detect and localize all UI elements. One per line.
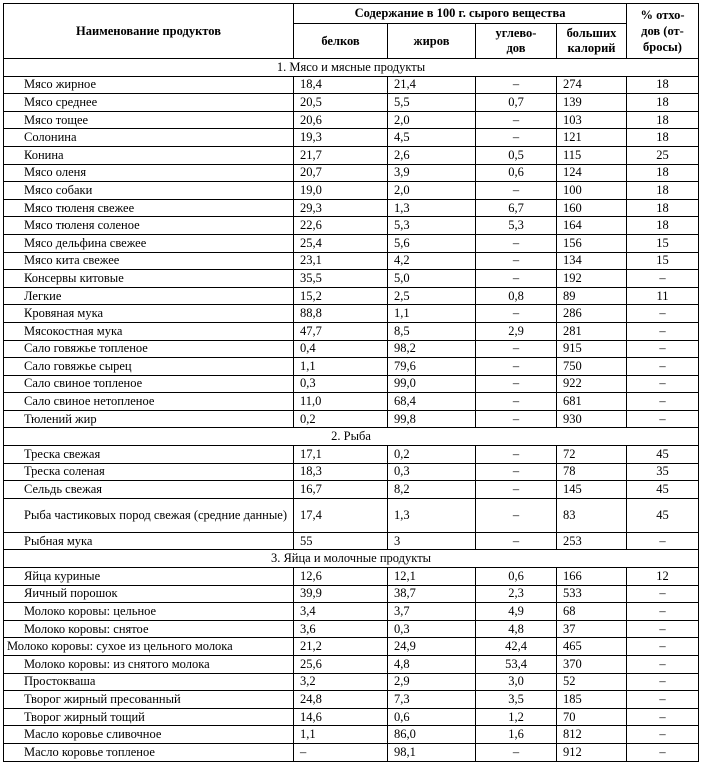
carbs-cell: 0,8 [476, 287, 557, 305]
waste-cell: 12 [627, 568, 699, 586]
waste-line-1: % отхо- [640, 8, 685, 22]
waste-line-2: дов (от- [641, 24, 684, 38]
table-row [4, 375, 699, 393]
table-row [4, 252, 699, 270]
waste-cell: 15 [627, 252, 699, 270]
protein-cell: 55 [294, 532, 388, 550]
carbs-cell: 2,3 [476, 585, 557, 603]
fat-cell: 0,6 [388, 708, 476, 726]
carbs-cell: – [476, 481, 557, 499]
product-name-cell: Молоко коровы: сухое из цельного молока [4, 638, 294, 656]
kcal-cell: 68 [557, 603, 627, 621]
table-row [4, 358, 699, 376]
table-row [4, 585, 699, 603]
fat-cell: 2,6 [388, 146, 476, 164]
carbs-cell: – [476, 393, 557, 411]
product-name-cell: Мясо тюленя соленое [4, 217, 294, 235]
product-name-cell: Сало говяжье сырец [4, 358, 294, 376]
fat-cell: 1,3 [388, 199, 476, 217]
fat-cell: 98,2 [388, 340, 476, 358]
fat-cell: 3,9 [388, 164, 476, 182]
carbs-cell: 2,9 [476, 322, 557, 340]
carbs-cell: – [476, 129, 557, 147]
fat-cell: 1,1 [388, 305, 476, 323]
waste-cell: 18 [627, 182, 699, 200]
product-name-cell: Сельдь свежая [4, 481, 294, 499]
table-row [4, 94, 699, 112]
waste-cell: 45 [627, 446, 699, 464]
waste-cell: – [627, 673, 699, 691]
kcal-cell: 192 [557, 270, 627, 288]
protein-cell: 0,2 [294, 410, 388, 428]
kcal-cell: 139 [557, 94, 627, 112]
carbs-cell: – [476, 182, 557, 200]
table-row [4, 305, 699, 323]
table-row [4, 481, 699, 499]
table-row [4, 287, 699, 305]
table-body [4, 59, 699, 762]
kcal-cell: 145 [557, 481, 627, 499]
product-name-cell: Мясокостная мука [4, 322, 294, 340]
fat-cell: 3 [388, 532, 476, 550]
kcal-cell: 100 [557, 182, 627, 200]
product-name-cell: Легкие [4, 287, 294, 305]
table-row [4, 111, 699, 129]
protein-cell: 20,7 [294, 164, 388, 182]
protein-cell: 25,6 [294, 656, 388, 674]
kcal-cell: 465 [557, 638, 627, 656]
carbs-cell: 5,3 [476, 217, 557, 235]
product-name-cell: Молоко коровы: из снятого молока [4, 656, 294, 674]
waste-cell: 18 [627, 199, 699, 217]
waste-cell: 45 [627, 481, 699, 499]
table-row [4, 656, 699, 674]
product-name-cell: Творог жирный пресованный [4, 691, 294, 709]
waste-cell: 18 [627, 76, 699, 94]
kcal-cell: 134 [557, 252, 627, 270]
carbs-cell: 0,7 [476, 94, 557, 112]
product-name-cell: Мясо дельфина свежее [4, 234, 294, 252]
product-name-cell: Мясо тощее [4, 111, 294, 129]
product-name-cell: Масло коровье сливочное [4, 726, 294, 744]
protein-cell: 21,7 [294, 146, 388, 164]
carbs-cell: – [476, 111, 557, 129]
waste-cell: 18 [627, 111, 699, 129]
protein-cell: 20,5 [294, 94, 388, 112]
table-row [4, 743, 699, 761]
kcal-cell: 124 [557, 164, 627, 182]
fat-cell: 86,0 [388, 726, 476, 744]
protein-cell: 25,4 [294, 234, 388, 252]
product-name-cell: Яичный порошок [4, 585, 294, 603]
waste-cell: – [627, 603, 699, 621]
carbs-cell: 53,4 [476, 656, 557, 674]
waste-cell: – [627, 620, 699, 638]
col-header-protein: белков [294, 24, 388, 59]
product-name-cell: Рыбная мука [4, 532, 294, 550]
kcal-cell: 912 [557, 743, 627, 761]
waste-cell: 25 [627, 146, 699, 164]
carbs-cell: 42,4 [476, 638, 557, 656]
table-row [4, 691, 699, 709]
col-header-kcal [557, 24, 627, 59]
product-name-cell: Сало говяжье топленое [4, 340, 294, 358]
kcal-line-1: больших [566, 26, 617, 40]
fat-cell: 7,3 [388, 691, 476, 709]
table-row [4, 638, 699, 656]
fat-cell: 5,3 [388, 217, 476, 235]
protein-cell: 12,6 [294, 568, 388, 586]
protein-cell: 29,3 [294, 199, 388, 217]
protein-cell: 20,6 [294, 111, 388, 129]
col-group-content: Содержание в 100 г. сырого вещества [294, 4, 627, 24]
fat-cell: 0,3 [388, 463, 476, 481]
carbs-cell: 6,7 [476, 199, 557, 217]
product-name-cell: Рыба частиковых пород свежая (средние данные) [4, 498, 294, 532]
col-header-waste [627, 4, 699, 59]
section-header-row [4, 59, 699, 77]
fat-cell: 99,0 [388, 375, 476, 393]
waste-cell: – [627, 305, 699, 323]
table-row [4, 199, 699, 217]
table-row [4, 76, 699, 94]
protein-cell: 19,3 [294, 129, 388, 147]
protein-cell: 15,2 [294, 287, 388, 305]
kcal-cell: 115 [557, 146, 627, 164]
kcal-cell: 70 [557, 708, 627, 726]
waste-cell: 35 [627, 463, 699, 481]
waste-cell: 18 [627, 217, 699, 235]
protein-cell: 22,6 [294, 217, 388, 235]
kcal-cell: 185 [557, 691, 627, 709]
product-name-cell: Масло коровье топленое [4, 743, 294, 761]
table-row [4, 217, 699, 235]
product-name-cell: Мясо кита свежее [4, 252, 294, 270]
protein-cell: 24,8 [294, 691, 388, 709]
table-row [4, 708, 699, 726]
kcal-cell: 681 [557, 393, 627, 411]
waste-cell: – [627, 322, 699, 340]
waste-cell: – [627, 410, 699, 428]
protein-cell: 3,2 [294, 673, 388, 691]
kcal-cell: 37 [557, 620, 627, 638]
table-row [4, 463, 699, 481]
table-row [4, 164, 699, 182]
carbs-cell: – [476, 234, 557, 252]
kcal-cell: 915 [557, 340, 627, 358]
protein-cell: 11,0 [294, 393, 388, 411]
product-name-cell: Консервы китовые [4, 270, 294, 288]
section-header-row [4, 428, 699, 446]
waste-cell: – [627, 708, 699, 726]
product-name-cell: Мясо оленя [4, 164, 294, 182]
product-name-cell: Мясо среднее [4, 94, 294, 112]
kcal-cell: 121 [557, 129, 627, 147]
kcal-cell: 533 [557, 585, 627, 603]
fat-cell: 8,5 [388, 322, 476, 340]
table-row [4, 129, 699, 147]
kcal-cell: 166 [557, 568, 627, 586]
product-name-cell: Мясо жирное [4, 76, 294, 94]
carbs-cell: – [476, 270, 557, 288]
protein-cell: 0,3 [294, 375, 388, 393]
table-row [4, 340, 699, 358]
carbs-cell: 1,2 [476, 708, 557, 726]
section-title: 1. Мясо и мясные продукты [4, 59, 699, 77]
protein-cell: 1,1 [294, 726, 388, 744]
fat-cell: 3,7 [388, 603, 476, 621]
carbs-cell: 4,9 [476, 603, 557, 621]
product-name-cell: Простокваша [4, 673, 294, 691]
table-row [4, 620, 699, 638]
carbs-cell: – [476, 463, 557, 481]
fat-cell: 5,0 [388, 270, 476, 288]
fat-cell: 8,2 [388, 481, 476, 499]
kcal-cell: 164 [557, 217, 627, 235]
waste-cell: – [627, 358, 699, 376]
protein-cell: 16,7 [294, 481, 388, 499]
table-row [4, 498, 699, 532]
carbs-cell: – [476, 446, 557, 464]
product-name-cell: Кровяная мука [4, 305, 294, 323]
table-row [4, 182, 699, 200]
carbs-cell: – [476, 358, 557, 376]
protein-cell: 18,4 [294, 76, 388, 94]
kcal-cell: 103 [557, 111, 627, 129]
product-name-cell: Тюлений жир [4, 410, 294, 428]
fat-cell: 2,9 [388, 673, 476, 691]
kcal-cell: 281 [557, 322, 627, 340]
fat-cell: 79,6 [388, 358, 476, 376]
kcal-cell: 78 [557, 463, 627, 481]
carbs-cell: 0,6 [476, 164, 557, 182]
protein-cell: 35,5 [294, 270, 388, 288]
waste-cell: – [627, 691, 699, 709]
protein-cell: – [294, 743, 388, 761]
kcal-cell: 89 [557, 287, 627, 305]
product-name-cell: Сало свиное топленое [4, 375, 294, 393]
fat-cell: 2,5 [388, 287, 476, 305]
fat-cell: 21,4 [388, 76, 476, 94]
kcal-cell: 370 [557, 656, 627, 674]
product-name-cell: Мясо собаки [4, 182, 294, 200]
fat-cell: 5,6 [388, 234, 476, 252]
fat-cell: 4,5 [388, 129, 476, 147]
table-row [4, 603, 699, 621]
kcal-cell: 253 [557, 532, 627, 550]
kcal-cell: 72 [557, 446, 627, 464]
waste-cell: – [627, 743, 699, 761]
col-header-fat: жиров [388, 24, 476, 59]
fat-cell: 4,8 [388, 656, 476, 674]
waste-cell: – [627, 393, 699, 411]
kcal-cell: 922 [557, 375, 627, 393]
fat-cell: 99,8 [388, 410, 476, 428]
kcal-cell: 286 [557, 305, 627, 323]
table-row [4, 393, 699, 411]
waste-cell: – [627, 340, 699, 358]
section-header-row [4, 550, 699, 568]
table-row [4, 270, 699, 288]
product-name-cell: Треска соленая [4, 463, 294, 481]
protein-cell: 1,1 [294, 358, 388, 376]
section-title: 2. Рыба [4, 428, 699, 446]
waste-cell: 11 [627, 287, 699, 305]
waste-cell: 18 [627, 129, 699, 147]
carbs-cell: – [476, 340, 557, 358]
fat-cell: 1,3 [388, 498, 476, 532]
protein-cell: 39,9 [294, 585, 388, 603]
protein-cell: 3,4 [294, 603, 388, 621]
protein-cell: 19,0 [294, 182, 388, 200]
carbs-cell: 3,5 [476, 691, 557, 709]
product-name-cell: Молоко коровы: снятое [4, 620, 294, 638]
waste-cell: – [627, 532, 699, 550]
protein-cell: 47,7 [294, 322, 388, 340]
protein-cell: 21,2 [294, 638, 388, 656]
fat-cell: 68,4 [388, 393, 476, 411]
carbs-cell: 3,0 [476, 673, 557, 691]
waste-cell: – [627, 270, 699, 288]
carbs-cell: 0,6 [476, 568, 557, 586]
product-name-cell: Конина [4, 146, 294, 164]
fat-cell: 0,2 [388, 446, 476, 464]
carbs-cell: – [476, 305, 557, 323]
kcal-cell: 52 [557, 673, 627, 691]
kcal-cell: 812 [557, 726, 627, 744]
fat-cell: 5,5 [388, 94, 476, 112]
carbs-cell: – [476, 252, 557, 270]
kcal-cell: 156 [557, 234, 627, 252]
waste-cell: 18 [627, 94, 699, 112]
table-row [4, 532, 699, 550]
carbs-cell: – [476, 375, 557, 393]
protein-cell: 17,1 [294, 446, 388, 464]
waste-cell: 18 [627, 164, 699, 182]
table-row [4, 146, 699, 164]
protein-cell: 0,4 [294, 340, 388, 358]
table-row [4, 568, 699, 586]
carbs-cell: – [476, 743, 557, 761]
section-title: 3. Яйца и молочные продукты [4, 550, 699, 568]
product-name-cell: Треска свежая [4, 446, 294, 464]
waste-cell: – [627, 726, 699, 744]
kcal-cell: 160 [557, 199, 627, 217]
carbs-line-1: углево- [495, 26, 537, 40]
waste-cell: 45 [627, 498, 699, 532]
table-row [4, 410, 699, 428]
carbs-cell: – [476, 76, 557, 94]
carbs-cell: 1,6 [476, 726, 557, 744]
carbs-cell: – [476, 532, 557, 550]
product-name-cell: Творог жирный тощий [4, 708, 294, 726]
nutrition-table [3, 3, 699, 762]
waste-cell: – [627, 375, 699, 393]
table-row [4, 322, 699, 340]
fat-cell: 12,1 [388, 568, 476, 586]
protein-cell: 14,6 [294, 708, 388, 726]
product-name-cell: Солонина [4, 129, 294, 147]
product-name-cell: Сало свиное нетопленое [4, 393, 294, 411]
product-name-cell: Яйца куриные [4, 568, 294, 586]
col-header-carbs [476, 24, 557, 59]
carbs-line-2: дов [506, 41, 526, 55]
fat-cell: 4,2 [388, 252, 476, 270]
kcal-cell: 750 [557, 358, 627, 376]
protein-cell: 3,6 [294, 620, 388, 638]
waste-cell: 15 [627, 234, 699, 252]
kcal-line-2: калорий [567, 41, 616, 55]
fat-cell: 98,1 [388, 743, 476, 761]
carbs-cell: – [476, 498, 557, 532]
kcal-cell: 83 [557, 498, 627, 532]
waste-cell: – [627, 638, 699, 656]
product-name-cell: Молоко коровы: цельное [4, 603, 294, 621]
fat-cell: 2,0 [388, 182, 476, 200]
table-row [4, 673, 699, 691]
carbs-cell: 0,5 [476, 146, 557, 164]
kcal-cell: 274 [557, 76, 627, 94]
protein-cell: 88,8 [294, 305, 388, 323]
protein-cell: 23,1 [294, 252, 388, 270]
protein-cell: 18,3 [294, 463, 388, 481]
fat-cell: 2,0 [388, 111, 476, 129]
table-row [4, 726, 699, 744]
waste-cell: – [627, 585, 699, 603]
protein-cell: 17,4 [294, 498, 388, 532]
waste-cell: – [627, 656, 699, 674]
carbs-cell: 4,8 [476, 620, 557, 638]
fat-cell: 24,9 [388, 638, 476, 656]
carbs-cell: – [476, 410, 557, 428]
waste-line-3: бросы) [643, 40, 682, 54]
kcal-cell: 930 [557, 410, 627, 428]
col-header-name: Наименование продуктов [4, 4, 294, 59]
table-row [4, 234, 699, 252]
fat-cell: 0,3 [388, 620, 476, 638]
table-row [4, 446, 699, 464]
fat-cell: 38,7 [388, 585, 476, 603]
product-name-cell: Мясо тюленя свежее [4, 199, 294, 217]
